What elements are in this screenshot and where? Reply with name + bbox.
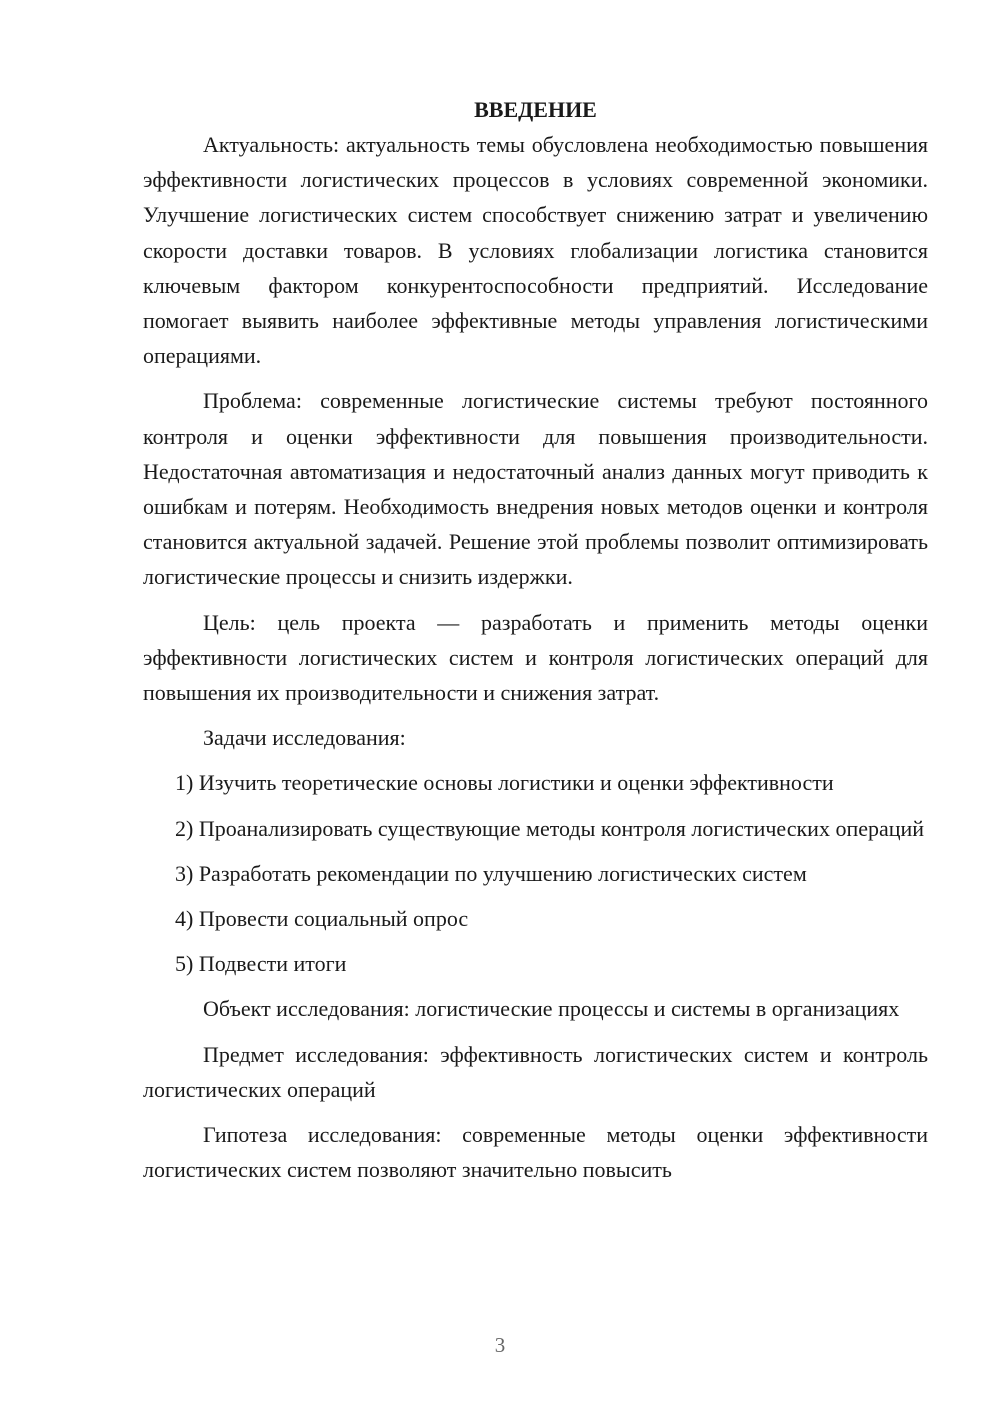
task-item-4: 4) Провести социальный опрос (175, 906, 469, 932)
paragraph-relevance: Актуальность: актуальность темы обусловлена необходимостью повышения эффективности логистических процессов в условиях современной экономики. Улучшение логистических систем способствует снижению затрат и увеличению скорости доставки товаров. В условиях глобализации логистика становится ключевым фактором конкурентоспособности предприятий. Исследование помогает выявить наиболее эффективные методы управления логистическими операциями. (143, 132, 928, 369)
paragraph-subject: Предмет исследования: эффективность логистических систем и контроль логистических операций (143, 1041, 928, 1102)
document-page (143, 92, 928, 1197)
task-item-5: 5) Подвести итоги (175, 951, 347, 977)
task-item-3: 3) Разработать рекомендации по улучшению логистических систем (175, 860, 807, 886)
task-item-2: 2) Проанализировать существующие методы контроля логистических операций (175, 815, 925, 841)
paragraph-problem: Проблема: современные логистические системы требуют постоянного контроля и оценки эффективности для повышения производительности. Недостаточная автоматизация и недостаточный анализ данных могут приводить к ошибкам и потерям. Необходимость внедрения новых методов оценки и контроля становится актуальной задачей. Решение этой проблемы позволит оптимизировать логистические процессы и снизить издержки. (143, 388, 928, 590)
paragraph-tasks-heading: Задачи исследования: (203, 725, 406, 751)
paragraph-hypothesis: Гипотеза исследования: современные методы оценки эффективности логистических систем позволяют значительно повысить (143, 1122, 928, 1183)
paragraph-goal: Цель: цель проекта — разработать и применить методы оценки эффективности логистических систем и контроля логистических операций для повышения их производительности и снижения затрат. (143, 609, 928, 706)
section-title: ВВЕДЕНИЕ (474, 97, 597, 122)
page-number: 3 (494, 1333, 506, 1357)
paragraph-object: Объект исследования: логистические процессы и системы в организациях (203, 996, 900, 1022)
task-item-1: 1) Изучить теоретические основы логистики и оценки эффективности (175, 770, 834, 796)
